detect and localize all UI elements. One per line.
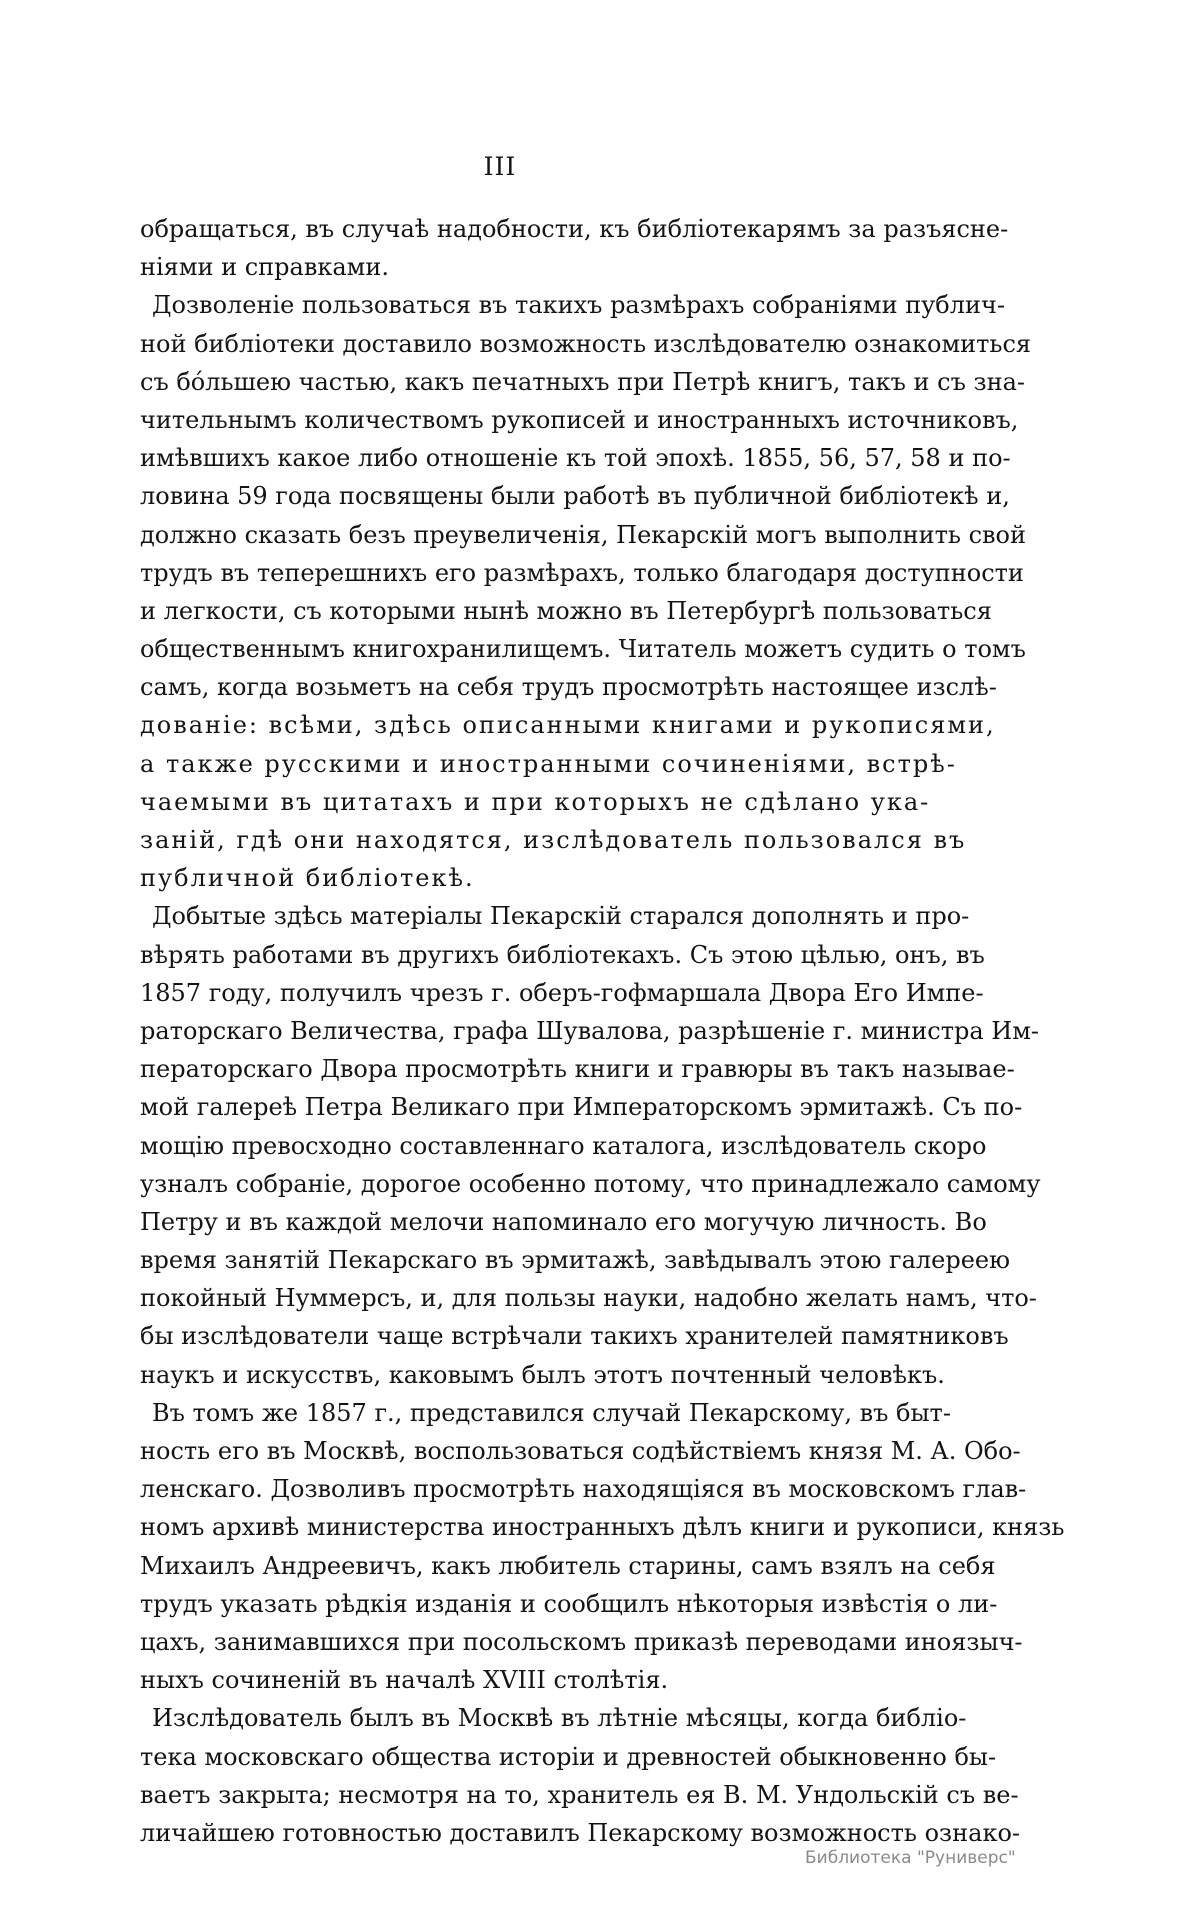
library-watermark: Библиотека "Руниверс" xyxy=(805,1848,1016,1868)
text-line: должно сказать безъ преувеличенія, Пекарскій могъ выполнить свой xyxy=(140,520,1026,549)
text-line: публичной библіотекѣ. xyxy=(140,864,475,893)
text-line: чаемыми въ цитатахъ и при которыхъ не сдѣлано ука- xyxy=(140,787,931,816)
text-line: съ бóльшею частью, какъ печатныхъ при Петрѣ книгъ, такъ и съ зна- xyxy=(140,367,1025,396)
text-line: ваетъ закрыта; несмотря на то, хранитель ея В. М. Ундольскій съ ве- xyxy=(140,1780,1019,1809)
text-line: обращаться, въ случаѣ надобности, къ библіотекарямъ за разъясне- xyxy=(140,215,1009,243)
text-line: и легкости, съ которыми нынѣ можно въ Петербургѣ пользоваться xyxy=(140,596,992,625)
text-line: имѣвшихъ какое либо отношеніе къ той эпохѣ. 1855, 56, 57, 58 и по- xyxy=(140,444,1011,473)
text-line: заній, гдѣ они находятся, изслѣдователь пользовался въ xyxy=(140,826,967,854)
text-line: личайшею готовностью доставилъ Пекарскому возможность ознако- xyxy=(140,1818,1020,1847)
text-line: дованіе: всѣми, здѣсь описанными книгами и рукописями, xyxy=(140,711,996,740)
text-line: покойный Нуммерсъ, и, для пользы науки, надобно желать намъ, что- xyxy=(140,1284,1037,1313)
text-line: трудъ въ теперешнихъ его размѣрахъ, только благодаря доступности xyxy=(140,558,1024,587)
text-line: Въ томъ же 1857 г., представился случай Пекарскому, въ быт- xyxy=(152,1398,951,1427)
text-line: мой галереѣ Петра Великаго при Императорскомъ эрмитажѣ. Съ по- xyxy=(140,1093,1023,1122)
text-line: Изслѣдователь былъ въ Москвѣ въ лѣтніе мѣсяцы, когда библіо- xyxy=(152,1704,967,1733)
text-line: бы изслѣдователи чаще встрѣчали такихъ хранителей памятниковъ xyxy=(140,1322,1009,1351)
text-line: ной библіотеки доставило возможность изслѣдователю ознакомиться xyxy=(140,329,1032,358)
text-line: 1857 году, получилъ чрезъ г. оберъ-гофмаршала Двора Его Импе- xyxy=(140,978,984,1007)
text-line: ніями и справками. xyxy=(140,253,389,282)
text-line: узналъ собраніе, дорогое особенно потому, что принадлежало самому xyxy=(140,1169,1041,1198)
text-line: чительнымъ количествомъ рукописей и иностранныхъ источниковъ, xyxy=(140,405,1019,434)
text-line: ность его въ Москвѣ, воспользоваться содѣйствіемъ князя М. А. Обо- xyxy=(140,1437,1021,1465)
text-line: Михаилъ Андреевичъ, какъ любитель старины, самъ взялъ на себя xyxy=(140,1551,996,1580)
body-text xyxy=(140,210,1065,1852)
text-line: трудъ указать рѣдкія изданія и сообщилъ нѣкоторыя извѣстія о ли- xyxy=(140,1589,998,1618)
text-line: ловина 59 года посвящены были работѣ въ публичной библіотекѣ и, xyxy=(140,482,1010,511)
text-line: ныхъ сочиненій въ началѣ XVIII столѣтія. xyxy=(140,1666,669,1695)
text-line: общественнымъ книгохранилищемъ. Читатель можетъ судить о томъ xyxy=(140,635,1026,664)
text-line: Добытые здѣсь матеріалы Пекарскій старался дополнять и про- xyxy=(152,902,970,931)
text-line: тека московскаго общества исторіи и древностей обыкновенно бы- xyxy=(140,1742,997,1771)
page-number: III xyxy=(483,152,517,181)
text-line: самъ, когда возьметъ на себя трудъ просмотрѣть настоящее изслѣ- xyxy=(140,673,997,702)
text-line: ператорскаго Двора просмотрѣть книги и гравюры въ такъ называе- xyxy=(140,1055,1015,1084)
text-line: номъ архивѣ министерства иностранныхъ дѣлъ книги и рукописи, князь xyxy=(140,1513,1065,1542)
text-line: цахъ, занимавшихся при посольскомъ приказѣ переводами иноязыч- xyxy=(140,1627,1023,1656)
text-line: наукъ и искусствъ, каковымъ былъ этотъ почтенный человѣкъ. xyxy=(140,1360,945,1389)
text-line: раторскаго Величества, графа Шувалова, разрѣшеніе г. министра Им- xyxy=(140,1016,1040,1045)
text-line: ленскаго. Дозволивъ просмотрѣть находящіяся въ московскомъ глав- xyxy=(140,1475,1027,1504)
text-line: а также русскими и иностранными сочиненіями, встрѣ- xyxy=(140,749,957,778)
text-line: Петру и въ каждой мелочи напоминало его могучую личность. Во xyxy=(140,1207,987,1236)
text-line: Дозволеніе пользоваться въ такихъ размѣрахъ собраніями публич- xyxy=(152,291,1005,320)
text-line: вѣрять работами въ другихъ библіотекахъ. Съ этою цѣлью, онъ, въ xyxy=(140,940,985,969)
text-line: время занятій Пекарскаго въ эрмитажѣ, завѣдывалъ этою галереею xyxy=(140,1246,1011,1275)
text-line: мощію превосходно составленнаго каталога, изслѣдователь скоро xyxy=(140,1131,987,1160)
